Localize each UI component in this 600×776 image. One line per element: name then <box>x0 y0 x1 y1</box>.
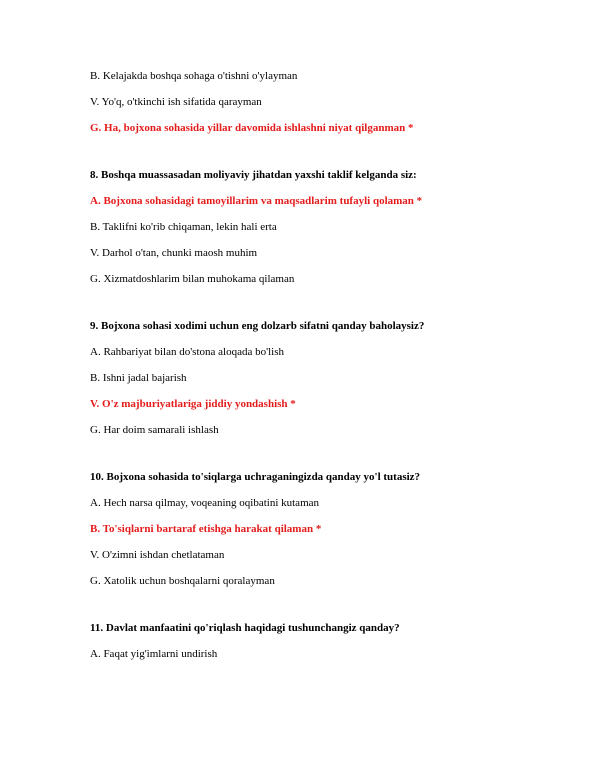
block-gap <box>90 298 570 319</box>
correct-answer-option: V. O'z majburiyatlariga jiddiy yondashish * <box>90 398 296 410</box>
question-block <box>90 621 570 661</box>
answer-option: A. Hech narsa qilmay, voqeaning oqibatini kutaman <box>90 497 320 509</box>
correct-answer-option: G. Ha, bojxona sohasida yillar davomida ishlashni niyat qilganman * <box>90 122 414 134</box>
question-block <box>90 319 570 437</box>
answer-option: G. Har doim samarali ishlash <box>90 424 219 436</box>
answer-option: V. O'zimni ishdan chetlataman <box>90 549 225 561</box>
block-gap <box>90 147 570 168</box>
block-gap <box>90 600 570 621</box>
correct-answer-option: A. Bojxona sohasidagi tamoyillarim va maqsadlarim tufayli qolaman * <box>90 195 423 207</box>
block-gap <box>90 449 570 470</box>
answer-option: B. Kelajakda boshqa sohaga o'tishni o'ylayman <box>90 70 298 82</box>
question-text: 8. Boshqa muassasadan moliyaviy jihatdan yaxshi taklif kelganda siz: <box>90 169 417 181</box>
correct-answer-option: B. To'siqlarni bartaraf etishga harakat qilaman * <box>90 523 322 535</box>
answer-option: G. Xatolik uchun boshqalarni qoralayman <box>90 575 275 587</box>
quiz-content <box>90 69 570 673</box>
answer-option: B. Ishni jadal bajarish <box>90 372 187 384</box>
answer-option: G. Xizmatdoshlarim bilan muhokama qilaman <box>90 273 295 285</box>
question-text: 10. Bojxona sohasida to'siqlarga uchraganingizda qanday yo'l tutasiz? <box>90 471 421 483</box>
answer-option: V. Yo'q, o'tkinchi ish sifatida qarayman <box>90 96 262 108</box>
question-text: 9. Bojxona sohasi xodimi uchun eng dolzarb sifatni qanday baholaysiz? <box>90 320 425 332</box>
question-block <box>90 470 570 588</box>
question-block <box>90 69 570 135</box>
answer-option: V. Darhol o'tan, chunki maosh muhim <box>90 247 258 259</box>
question-text: 11. Davlat manfaatini qo'riqlash haqidagi tushunchangiz qanday? <box>90 622 400 634</box>
answer-option: A. Faqat yig'imlarni undirish <box>90 648 218 660</box>
answer-option: A. Rahbariyat bilan do'stona aloqada bo'lish <box>90 346 284 358</box>
question-block <box>90 168 570 286</box>
answer-option: B. Taklifni ko'rib chiqaman, lekin hali erta <box>90 221 277 233</box>
